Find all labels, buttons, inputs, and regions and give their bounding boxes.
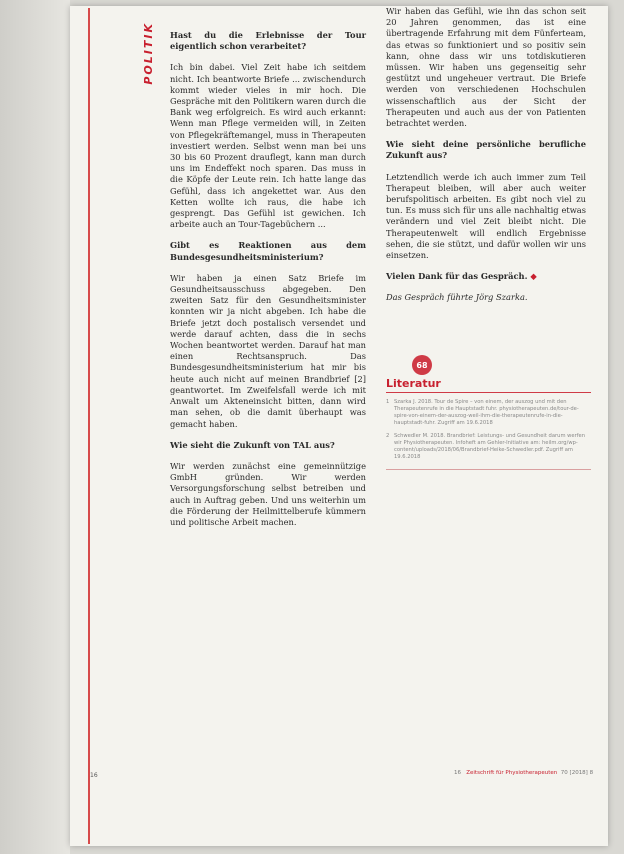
literature-divider <box>386 392 591 393</box>
literature-list <box>386 399 591 461</box>
interview-answer: Ich bin dabei. Viel Zeit habe ich seitdem nicht. Ich beantworte Briefe ... zwischendurch kommt wieder vieles in mir hoch. Die Gespräche mit den Politikern waren durch die Bank weg erfolgreich. Es wird auch erkannt: Wenn man Pflege vermeiden will, in Zeiten von Pflegekräftemangel, muss in Therapeuten investiert werden. Selbst wenn man bei uns 30 bis 60 Prozent drauflegt, kann man durch uns im Endeffekt noch sparen. Das muss in die Köpfe der Leute rein. Ich hatte lange das Gefühl, dass ich angekettet war. Aus den Ketten wollte ich raus, die habe ich gesprengt. Das Gefühl ist gewichen. Ich arbeite auch an Tour-Tagebüchern ... <box>170 62 366 230</box>
literature-item <box>386 433 591 461</box>
end-mark-icon: ◆ <box>530 271 537 282</box>
page-number-left: 16 <box>90 772 98 779</box>
margin-rule <box>88 8 90 844</box>
interview-answer: Wir werden zunächst eine gemeinnützige GmbH gründen. Wir werden Versorgungsforschung selbst betreiben und auch in Auftrag geben. Und uns weiterhin um die Förderung der Heilmittelberufe kümmern und politische Arbeit machen. <box>170 460 366 527</box>
literature-item-number: 2 <box>386 433 390 439</box>
page-edge-shadow <box>0 0 70 854</box>
literature-item-number: 1 <box>386 399 390 405</box>
section-label: POLITIK <box>142 22 155 85</box>
literature-item <box>386 399 591 427</box>
literature-item-text: Schwedler M. 2018. Brandbrief: Leistungs- und Gesundheit darum werfen wir Physiotherapeuten. Infoheft am Gehler-Initiative am: heilm.org/wp-content/uploads/2018/06/Brandbrief-Heike-Schwedler.pdf. Zugriff am 19.6.2018 <box>394 433 586 460</box>
interview-answer: Letztendlich werde ich auch immer zum Teil Therapeut bleiben, will aber auch weiter berufspolitisch arbeiten. Es gibt noch viel zu tun. Es muss sich für uns alle nachhaltig etwas verändern und viel Zeit bleibt nicht. Die Therapeutenwelt will endlich Ergebnisse sehen, die sie stützt, und dafür wollen wir uns einsetzen. <box>386 171 586 261</box>
interview-question: Vielen Dank für das Gespräch. ◆ <box>386 271 537 282</box>
literature-heading: Literatur <box>386 377 441 390</box>
interview-question: Hast du die Erlebnisse der Tour eigentlich schon verarbeitet? <box>170 30 366 52</box>
literature-badge: 68 <box>412 355 432 375</box>
page-number-right: 16 <box>454 770 461 776</box>
left-column <box>170 30 366 538</box>
interview-question: Wie sieht die Zukunft von TAL aus? <box>170 439 335 450</box>
interview-answer: Wir haben ja einen Satz Briefe im Gesundheitsausschuss abgegeben. Den zweiten Satz für den Gesundheitsminister konnten wir ja nicht abgeben. Ich habe die Briefe jetzt doch postalisch versendet und werde darauf achten, dass die in sechs Wochen beantwortet werden. Darauf hat man einen Rechtsanspruch. Das Bundesgesundheitsministerium hat mir bis heute auch nicht auf meinen Brandbrief [2] geantwortet. Im Zweifelsfall werde ich mit Anwalt um Akteneinsicht bitten, dann wird man sehen, ob die damit überhaupt was gemacht haben. <box>170 272 366 429</box>
issue-info: 70 [2018] 8 <box>560 770 594 776</box>
literature-item-text: Szarka J. 2018. Tour de Spire – von einem, der auszog und mit den Therapeutenrufe in die Hauptstadt fuhr. physiotherapeuten.de/tour-de-spire-von-einem-der-auszog-weil-ihm-die-therapeutenrufe-in-die-hauptstadt-fuhr. Zugriff am 19.6.2018 <box>394 399 579 426</box>
interview-answer: Wir haben das Gefühl, wie ihn das schon seit 20 Jahren genommen, das ist eine übertragende Erfahrung mit dem Fünferteam, das etwas so funktioniert und so positiv sein kann, ohne dass wir uns totdiskutieren müssen. Wir haben uns gegenseitig sehr gestützt und ungeheuer vertraut. Die Briefe werden von verschiedenen Hochschulen wissenschaftlich aus der Sicht der Therapeuten und auch aus der von Patienten betrachtet werden. <box>386 6 586 129</box>
interview-question: Gibt es Reaktionen aus dem Bundesgesundheitsministerium? <box>170 240 366 262</box>
literature-box <box>386 355 591 470</box>
right-column <box>386 6 586 314</box>
interview-credit: Das Gespräch führte Jörg Szarka. <box>386 292 528 303</box>
literature-bottom-rule <box>386 469 591 470</box>
publication-name: Zeitschrift für Physiotherapeuten <box>466 770 558 776</box>
footer-credit <box>454 770 593 776</box>
interview-question: Wie sieht deine persönliche berufliche Zukunft aus? <box>386 139 586 161</box>
